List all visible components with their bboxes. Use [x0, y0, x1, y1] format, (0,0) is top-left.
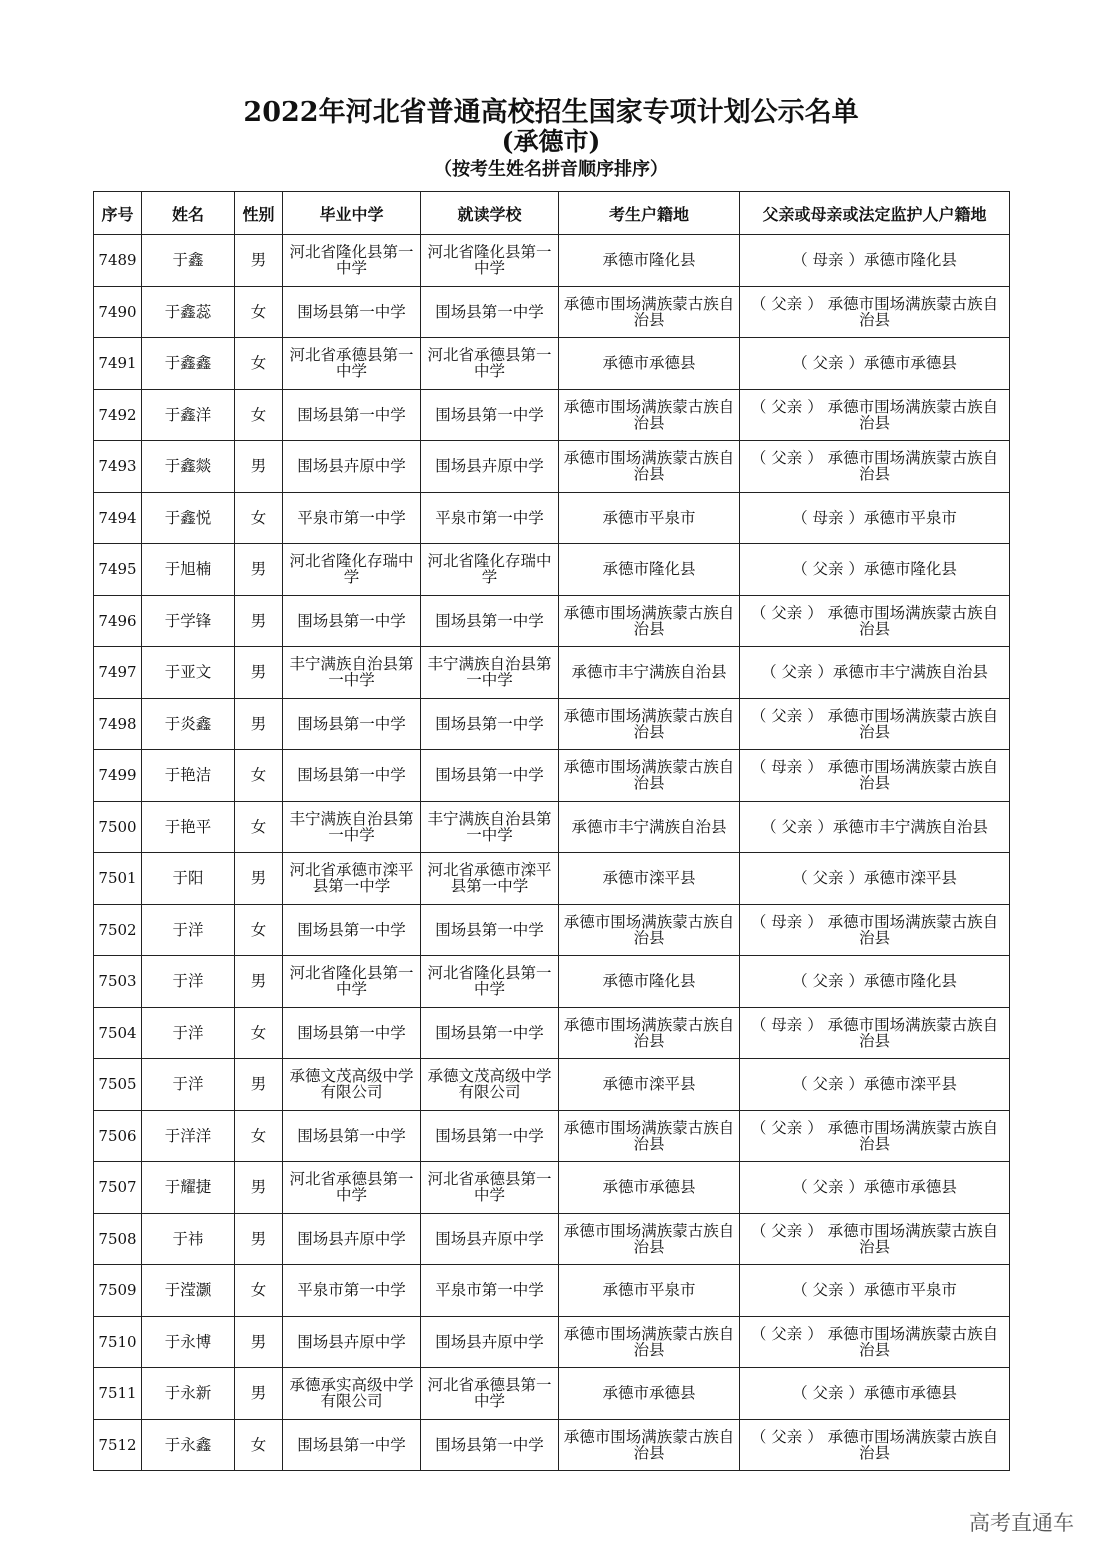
column-header-guardian-registration: 父亲或母亲或法定监护人户籍地: [740, 192, 1010, 235]
cell-household-registration: 承德市围场满族蒙古族自治县: [559, 904, 740, 956]
cell-graduated-school: 承德承实高级中学有限公司: [283, 1368, 421, 1420]
cell-household-registration: 承德市平泉市: [559, 492, 740, 544]
cell-name: 于鑫燚: [142, 441, 235, 493]
table-header-row: [94, 192, 1010, 235]
cell-current-school: 河北省隆化县第一中学: [421, 235, 559, 287]
cell-gender: 女: [235, 1007, 283, 1059]
cell-household-registration: 承德市丰宁满族自治县: [559, 647, 740, 699]
table-row: [94, 441, 1010, 493]
cell-guardian-registration: （ 父亲 ） 承德市围场满族蒙古族自治县: [740, 389, 1010, 441]
cell-name: 于鑫悦: [142, 492, 235, 544]
cell-gender: 男: [235, 853, 283, 905]
cell-current-school: 围场县第一中学: [421, 595, 559, 647]
cell-name: 于艳平: [142, 801, 235, 853]
cell-name: 于洋洋: [142, 1110, 235, 1162]
cell-serial-number: 7501: [94, 853, 142, 905]
cell-guardian-registration: （ 父亲 ）承德市承德县: [740, 1368, 1010, 1420]
cell-guardian-registration: （ 父亲 ） 承德市围场满族蒙古族自治县: [740, 286, 1010, 338]
cell-name: 于艳洁: [142, 750, 235, 802]
table-row: [94, 801, 1010, 853]
cell-current-school: 丰宁满族自治县第一中学: [421, 801, 559, 853]
cell-gender: 女: [235, 1265, 283, 1317]
cell-household-registration: 承德市滦平县: [559, 853, 740, 905]
cell-graduated-school: 围场县第一中学: [283, 595, 421, 647]
table-row: [94, 595, 1010, 647]
cell-guardian-registration: （ 母亲 ）承德市平泉市: [740, 492, 1010, 544]
cell-current-school: 围场县卉原中学: [421, 1316, 559, 1368]
cell-guardian-registration: （ 父亲 ） 承德市围场满族蒙古族自治县: [740, 698, 1010, 750]
cell-guardian-registration: （ 父亲 ）承德市丰宁满族自治县: [740, 647, 1010, 699]
cell-current-school: 河北省承德县第一中学: [421, 338, 559, 390]
cell-household-registration: 承德市丰宁满族自治县: [559, 801, 740, 853]
cell-household-registration: 承德市围场满族蒙古族自治县: [559, 595, 740, 647]
cell-serial-number: 7503: [94, 956, 142, 1008]
cell-graduated-school: 河北省隆化县第一中学: [283, 235, 421, 287]
cell-household-registration: 承德市围场满族蒙古族自治县: [559, 698, 740, 750]
cell-name: 于旭楠: [142, 544, 235, 596]
cell-guardian-registration: （ 父亲 ）承德市隆化县: [740, 544, 1010, 596]
cell-name: 于鑫蕊: [142, 286, 235, 338]
cell-guardian-registration: （ 父亲 ）承德市滦平县: [740, 1059, 1010, 1111]
cell-guardian-registration: （ 父亲 ）承德市平泉市: [740, 1265, 1010, 1317]
cell-gender: 男: [235, 1059, 283, 1111]
cell-household-registration: 承德市围场满族蒙古族自治县: [559, 1007, 740, 1059]
cell-household-registration: 承德市围场满族蒙古族自治县: [559, 441, 740, 493]
cell-gender: 男: [235, 1368, 283, 1420]
cell-gender: 女: [235, 1110, 283, 1162]
cell-name: 于鑫: [142, 235, 235, 287]
cell-graduated-school: 丰宁满族自治县第一中学: [283, 647, 421, 699]
cell-current-school: 围场县第一中学: [421, 389, 559, 441]
cell-gender: 女: [235, 286, 283, 338]
cell-serial-number: 7491: [94, 338, 142, 390]
cell-name: 于亚文: [142, 647, 235, 699]
cell-current-school: 围场县第一中学: [421, 698, 559, 750]
column-header-serial-number: 序号: [94, 192, 142, 235]
cell-household-registration: 承德市平泉市: [559, 1265, 740, 1317]
table-row: [94, 750, 1010, 802]
table-row: [94, 1007, 1010, 1059]
cell-current-school: 围场县第一中学: [421, 1007, 559, 1059]
cell-graduated-school: 围场县第一中学: [283, 750, 421, 802]
cell-gender: 女: [235, 1419, 283, 1471]
cell-gender: 男: [235, 1213, 283, 1265]
table-row: [94, 1265, 1010, 1317]
cell-name: 于洋: [142, 1059, 235, 1111]
cell-household-registration: 承德市围场满族蒙古族自治县: [559, 286, 740, 338]
cell-graduated-school: 平泉市第一中学: [283, 1265, 421, 1317]
cell-gender: 女: [235, 389, 283, 441]
cell-serial-number: 7508: [94, 1213, 142, 1265]
cell-current-school: 河北省承德县第一中学: [421, 1368, 559, 1420]
cell-gender: 女: [235, 750, 283, 802]
cell-serial-number: 7492: [94, 389, 142, 441]
cell-serial-number: 7499: [94, 750, 142, 802]
cell-serial-number: 7494: [94, 492, 142, 544]
table-row: [94, 1110, 1010, 1162]
cell-graduated-school: 围场县第一中学: [283, 1419, 421, 1471]
cell-guardian-registration: （ 父亲 ）承德市隆化县: [740, 956, 1010, 1008]
cell-household-registration: 承德市隆化县: [559, 544, 740, 596]
cell-graduated-school: 平泉市第一中学: [283, 492, 421, 544]
cell-guardian-registration: （ 母亲 ） 承德市围场满族蒙古族自治县: [740, 750, 1010, 802]
cell-guardian-registration: （ 父亲 ）承德市丰宁满族自治县: [740, 801, 1010, 853]
cell-household-registration: 承德市承德县: [559, 1162, 740, 1214]
cell-gender: 女: [235, 338, 283, 390]
table-row: [94, 544, 1010, 596]
cell-graduated-school: 围场县第一中学: [283, 1007, 421, 1059]
cell-graduated-school: 围场县第一中学: [283, 389, 421, 441]
table-row: [94, 1419, 1010, 1471]
cell-guardian-registration: （ 父亲 ） 承德市围场满族蒙古族自治县: [740, 595, 1010, 647]
table-row: [94, 698, 1010, 750]
cell-graduated-school: 围场县卉原中学: [283, 441, 421, 493]
cell-serial-number: 7502: [94, 904, 142, 956]
cell-gender: 男: [235, 647, 283, 699]
cell-serial-number: 7496: [94, 595, 142, 647]
table-row: [94, 235, 1010, 287]
cell-name: 于永博: [142, 1316, 235, 1368]
table-row: [94, 853, 1010, 905]
cell-gender: 男: [235, 235, 283, 287]
table-row: [94, 286, 1010, 338]
table-row: [94, 389, 1010, 441]
cell-name: 于鑫洋: [142, 389, 235, 441]
admission-list-table: [93, 191, 1010, 1471]
cell-current-school: 围场县卉原中学: [421, 1213, 559, 1265]
cell-serial-number: 7497: [94, 647, 142, 699]
cell-guardian-registration: （ 母亲 ）承德市隆化县: [740, 235, 1010, 287]
cell-guardian-registration: （ 父亲 ） 承德市围场满族蒙古族自治县: [740, 1213, 1010, 1265]
cell-serial-number: 7512: [94, 1419, 142, 1471]
cell-current-school: 围场县第一中学: [421, 904, 559, 956]
cell-name: 于永新: [142, 1368, 235, 1420]
cell-current-school: 河北省承德县第一中学: [421, 1162, 559, 1214]
cell-name: 于洋: [142, 904, 235, 956]
cell-current-school: 平泉市第一中学: [421, 1265, 559, 1317]
cell-graduated-school: 围场县第一中学: [283, 904, 421, 956]
cell-household-registration: 承德市滦平县: [559, 1059, 740, 1111]
cell-graduated-school: 围场县第一中学: [283, 698, 421, 750]
cell-serial-number: 7506: [94, 1110, 142, 1162]
cell-household-registration: 承德市承德县: [559, 338, 740, 390]
table-row: [94, 1368, 1010, 1420]
cell-guardian-registration: （ 父亲 ） 承德市围场满族蒙古族自治县: [740, 1316, 1010, 1368]
cell-gender: 男: [235, 1162, 283, 1214]
cell-name: 于洋: [142, 1007, 235, 1059]
cell-guardian-registration: （ 父亲 ） 承德市围场满族蒙古族自治县: [740, 1419, 1010, 1471]
cell-name: 于阳: [142, 853, 235, 905]
cell-gender: 男: [235, 595, 283, 647]
cell-household-registration: 承德市承德县: [559, 1368, 740, 1420]
cell-graduated-school: 围场县卉原中学: [283, 1316, 421, 1368]
table-row: [94, 1316, 1010, 1368]
table-row: [94, 492, 1010, 544]
cell-household-registration: 承德市围场满族蒙古族自治县: [559, 1316, 740, 1368]
cell-graduated-school: 承德文茂高级中学有限公司: [283, 1059, 421, 1111]
cell-current-school: 河北省隆化存瑞中学: [421, 544, 559, 596]
cell-graduated-school: 围场县第一中学: [283, 1110, 421, 1162]
cell-graduated-school: 河北省隆化存瑞中学: [283, 544, 421, 596]
table-row: [94, 647, 1010, 699]
cell-guardian-registration: （ 父亲 ）承德市滦平县: [740, 853, 1010, 905]
cell-serial-number: 7498: [94, 698, 142, 750]
cell-gender: 男: [235, 544, 283, 596]
cell-name: 于学锋: [142, 595, 235, 647]
cell-current-school: 丰宁满族自治县第一中学: [421, 647, 559, 699]
cell-household-registration: 承德市围场满族蒙古族自治县: [559, 750, 740, 802]
city-subtitle: (承德市): [501, 127, 601, 156]
cell-gender: 男: [235, 956, 283, 1008]
cell-serial-number: 7505: [94, 1059, 142, 1111]
cell-gender: 女: [235, 801, 283, 853]
cell-current-school: 围场县第一中学: [421, 286, 559, 338]
cell-current-school: 围场县第一中学: [421, 1110, 559, 1162]
cell-graduated-school: 河北省承德县第一中学: [283, 1162, 421, 1214]
cell-gender: 男: [235, 441, 283, 493]
cell-serial-number: 7511: [94, 1368, 142, 1420]
cell-household-registration: 承德市隆化县: [559, 956, 740, 1008]
cell-current-school: 围场县卉原中学: [421, 441, 559, 493]
cell-gender: 女: [235, 904, 283, 956]
cell-name: 于永鑫: [142, 1419, 235, 1471]
column-header-household-registration: 考生户籍地: [559, 192, 740, 235]
table-row: [94, 1162, 1010, 1214]
sort-note: （按考生姓名拼音顺序排序）: [434, 159, 668, 180]
cell-name: 于洋: [142, 956, 235, 1008]
column-header-gender: 性别: [235, 192, 283, 235]
cell-household-registration: 承德市围场满族蒙古族自治县: [559, 1419, 740, 1471]
cell-guardian-registration: （ 父亲 ）承德市承德县: [740, 1162, 1010, 1214]
column-header-graduated-school: 毕业中学: [283, 192, 421, 235]
cell-name: 于鑫鑫: [142, 338, 235, 390]
cell-guardian-registration: （ 父亲 ） 承德市围场满族蒙古族自治县: [740, 1110, 1010, 1162]
table-row: [94, 904, 1010, 956]
watermark: 高考直通车: [969, 1511, 1074, 1535]
cell-name: 于滢灏: [142, 1265, 235, 1317]
cell-current-school: 河北省承德市滦平县第一中学: [421, 853, 559, 905]
cell-gender: 女: [235, 492, 283, 544]
cell-household-registration: 承德市围场满族蒙古族自治县: [559, 1110, 740, 1162]
cell-serial-number: 7493: [94, 441, 142, 493]
table-row: [94, 338, 1010, 390]
page-title: 2022年河北省普通高校招生国家专项计划公示名单: [243, 97, 859, 128]
table-row: [94, 1213, 1010, 1265]
cell-name: 于祎: [142, 1213, 235, 1265]
cell-guardian-registration: （ 母亲 ） 承德市围场满族蒙古族自治县: [740, 904, 1010, 956]
cell-household-registration: 承德市隆化县: [559, 235, 740, 287]
cell-graduated-school: 河北省承德县第一中学: [283, 338, 421, 390]
cell-gender: 男: [235, 1316, 283, 1368]
cell-current-school: 围场县第一中学: [421, 1419, 559, 1471]
cell-household-registration: 承德市围场满族蒙古族自治县: [559, 389, 740, 441]
cell-serial-number: 7507: [94, 1162, 142, 1214]
cell-current-school: 围场县第一中学: [421, 750, 559, 802]
table-body: [94, 235, 1010, 1471]
cell-guardian-registration: （ 父亲 ）承德市承德县: [740, 338, 1010, 390]
cell-current-school: 承德文茂高级中学有限公司: [421, 1059, 559, 1111]
cell-serial-number: 7490: [94, 286, 142, 338]
cell-serial-number: 7489: [94, 235, 142, 287]
table-row: [94, 1059, 1010, 1111]
table-row: [94, 956, 1010, 1008]
cell-serial-number: 7504: [94, 1007, 142, 1059]
cell-current-school: 河北省隆化县第一中学: [421, 956, 559, 1008]
cell-current-school: 平泉市第一中学: [421, 492, 559, 544]
cell-graduated-school: 河北省承德市滦平县第一中学: [283, 853, 421, 905]
cell-graduated-school: 围场县第一中学: [283, 286, 421, 338]
cell-name: 于耀捷: [142, 1162, 235, 1214]
column-header-name: 姓名: [142, 192, 235, 235]
cell-guardian-registration: （ 父亲 ） 承德市围场满族蒙古族自治县: [740, 441, 1010, 493]
column-header-current-school: 就读学校: [421, 192, 559, 235]
cell-graduated-school: 丰宁满族自治县第一中学: [283, 801, 421, 853]
cell-gender: 男: [235, 698, 283, 750]
cell-serial-number: 7509: [94, 1265, 142, 1317]
cell-graduated-school: 围场县卉原中学: [283, 1213, 421, 1265]
cell-household-registration: 承德市围场满族蒙古族自治县: [559, 1213, 740, 1265]
cell-serial-number: 7500: [94, 801, 142, 853]
cell-name: 于炎鑫: [142, 698, 235, 750]
cell-guardian-registration: （ 母亲 ） 承德市围场满族蒙古族自治县: [740, 1007, 1010, 1059]
cell-graduated-school: 河北省隆化县第一中学: [283, 956, 421, 1008]
cell-serial-number: 7495: [94, 544, 142, 596]
cell-serial-number: 7510: [94, 1316, 142, 1368]
